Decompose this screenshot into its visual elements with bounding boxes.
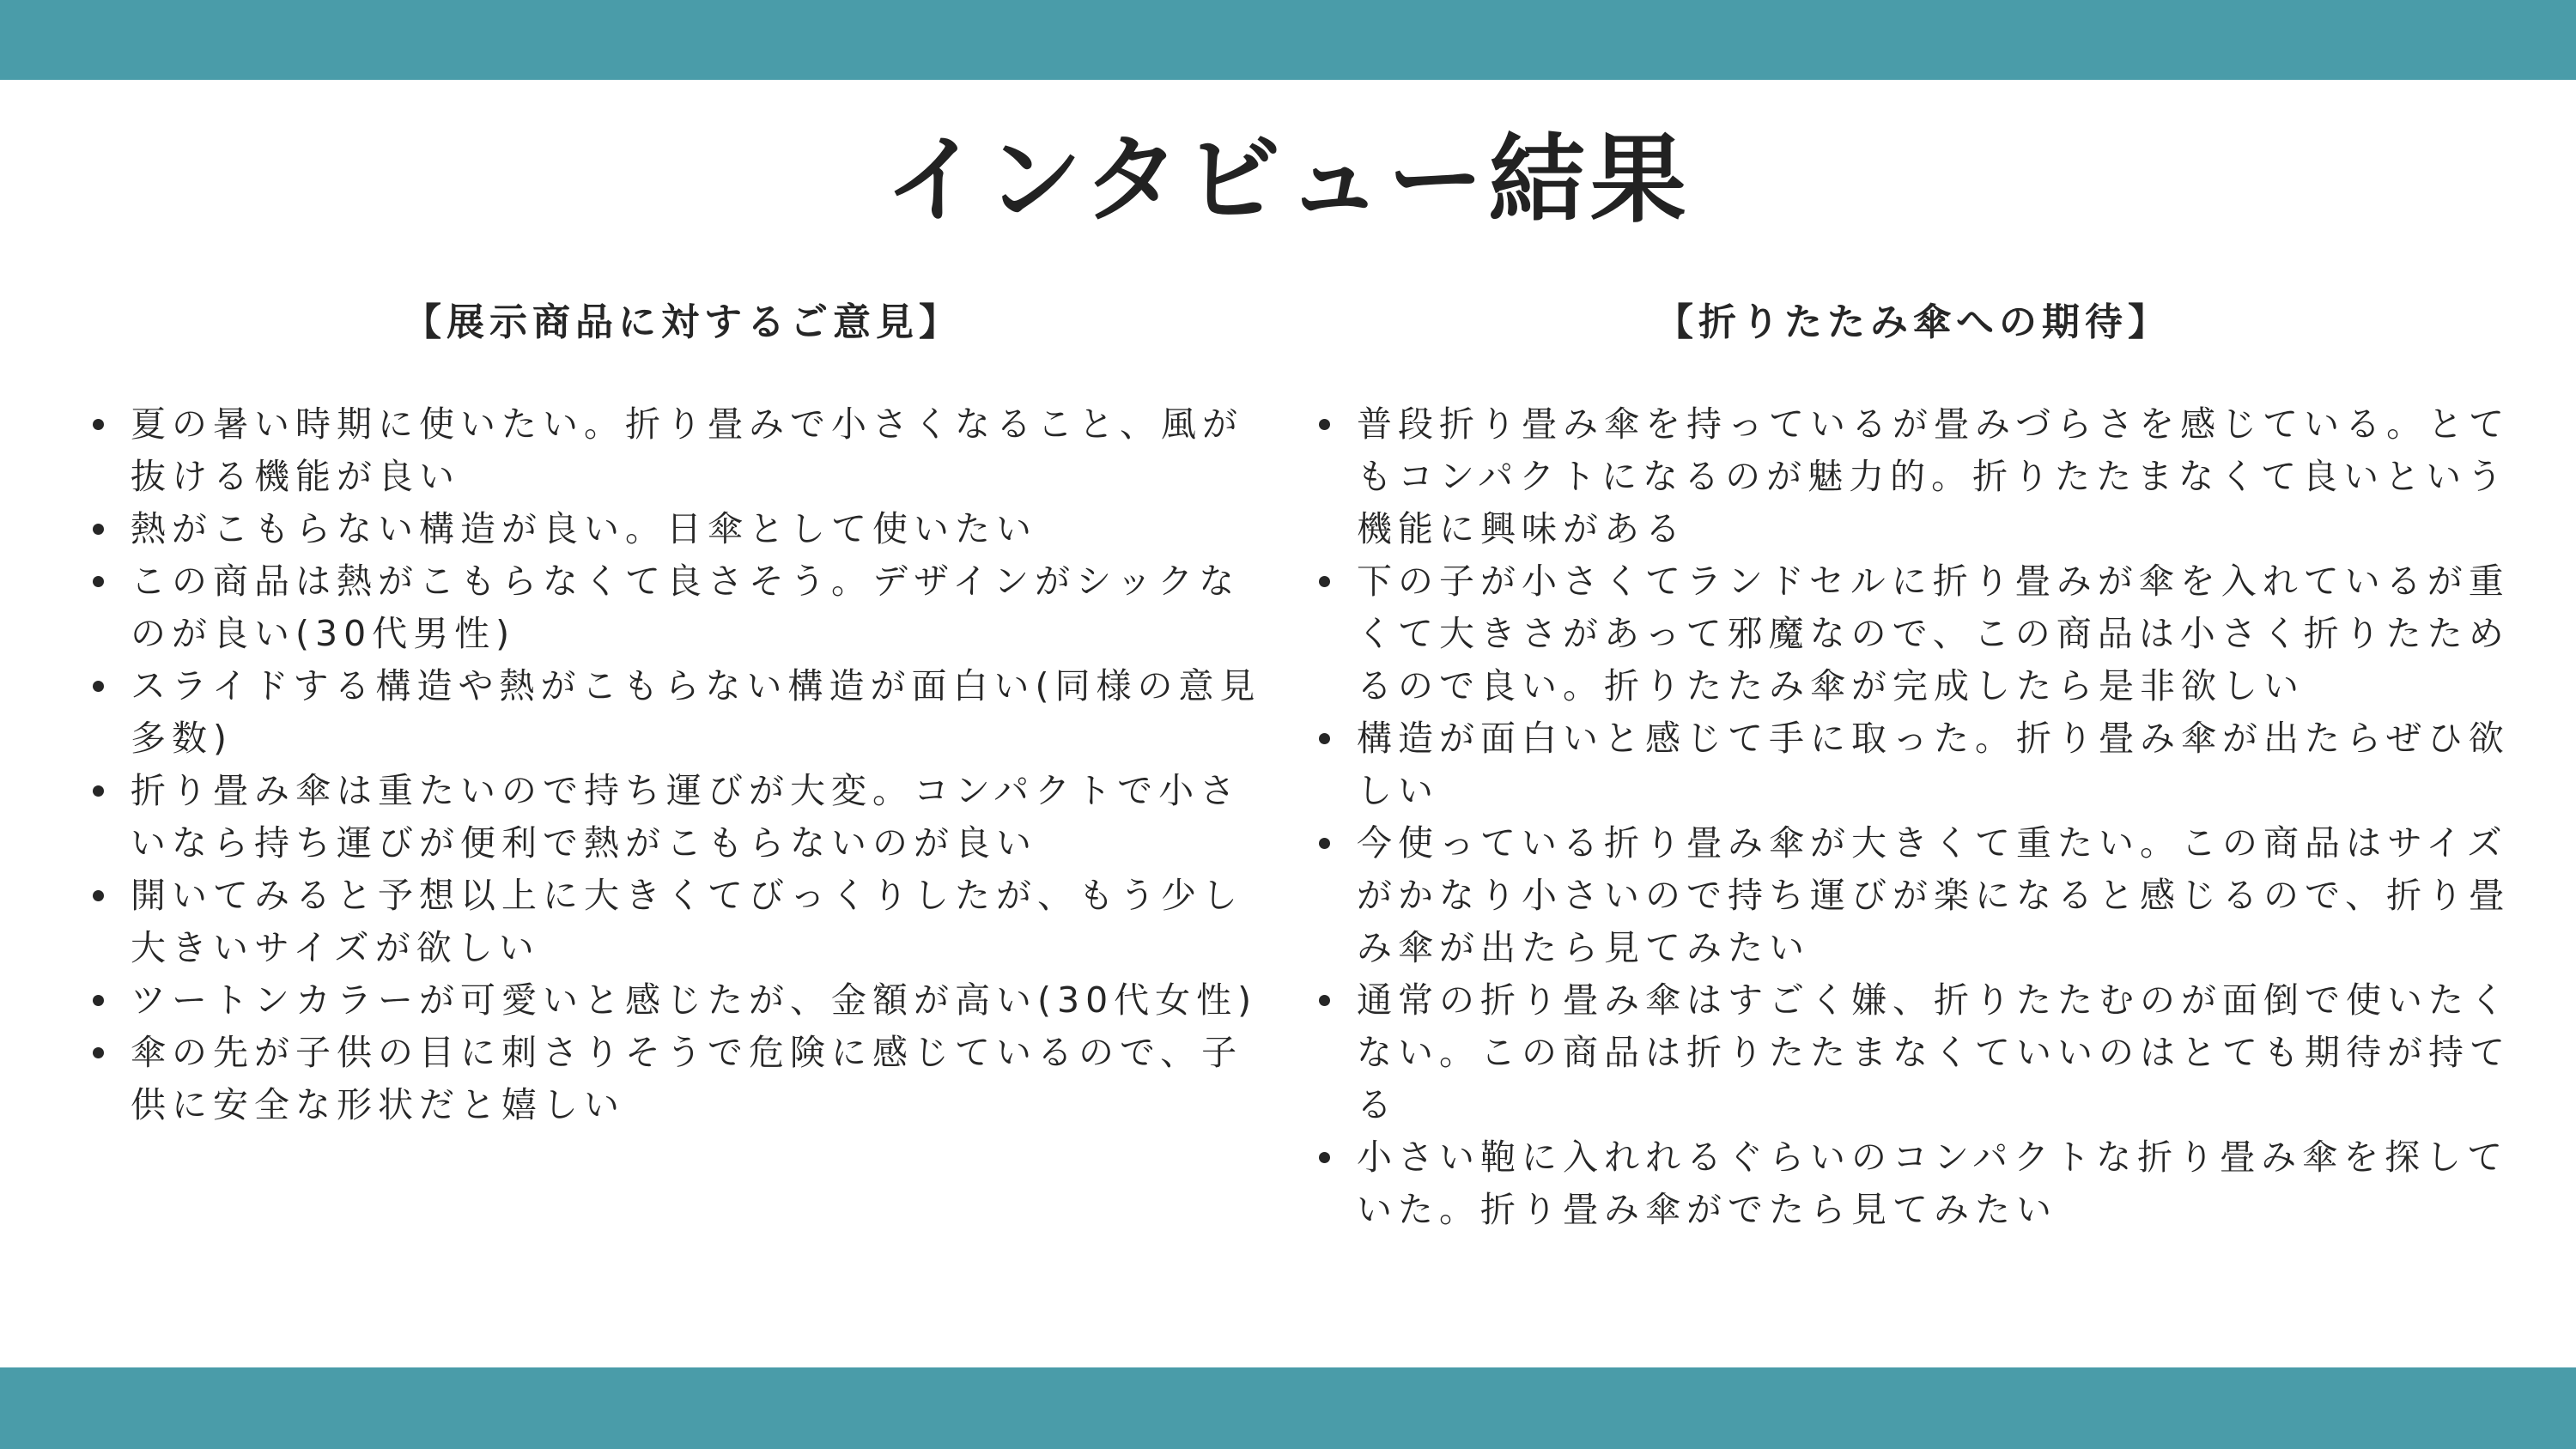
list-item: [1312, 398, 2514, 555]
bullet-icon: [1319, 995, 1330, 1006]
list-item: [1312, 712, 2514, 817]
list-item-text: 夏の暑い時期に使いたい。折り畳みで小さくなること、風が抜ける機能が良い: [131, 403, 1243, 497]
bullet-icon: [93, 419, 104, 430]
list-item-text: 小さい鞄に入れれるぐらいのコンパクトな折り畳み傘を探していた。折り畳み傘がでたら見てみたい: [1357, 1137, 2509, 1230]
list-item: [1312, 974, 2514, 1131]
expectations-column: [1312, 292, 2514, 1236]
bullet-icon: [93, 785, 104, 797]
list-item: [86, 503, 1279, 555]
list-item: [86, 555, 1279, 660]
bullet-icon: [1319, 419, 1330, 430]
expectations-heading: 【折りたたみ傘への期待】: [1656, 300, 2171, 344]
bullet-icon: [1319, 838, 1330, 849]
list-item: [86, 660, 1279, 765]
list-item-text: 構造が面白いと感じて手に取った。折り畳み傘が出たらぜひ欲しい: [1357, 718, 2510, 811]
list-item-text: 普段折り畳み傘を持っているが畳みづらさを感じている。とてもコンパクトになるのが魅力的。折りたたまなくて良いという機能に興味がある: [1357, 403, 2511, 549]
bullet-icon: [93, 681, 104, 692]
list-item-text: 傘の先が子供の目に刺さりそうで危険に感じているので、子供に安全な形状だと嬉しい: [131, 1032, 1243, 1125]
top-accent-band: [0, 0, 2576, 80]
bullet-icon: [1319, 576, 1330, 587]
slide-title: インタビュー結果: [884, 124, 1692, 236]
list-item: [86, 870, 1279, 974]
bullet-icon: [93, 995, 104, 1006]
list-item: [1312, 817, 2514, 974]
bottom-accent-band: [0, 1367, 2576, 1449]
list-item: [86, 1027, 1279, 1131]
list-item-text: 今使っている折り畳み傘が大きくて重たい。この商品はサイズがかなり小さいので持ち運びが楽になると感じるので、折り畳み傘が出たら見てみたい: [1357, 822, 2511, 968]
list-item: [1312, 1131, 2514, 1236]
list-item-text: スライドする構造や熱がこもらない構造が面白い(同様の意見多数): [131, 665, 1261, 759]
list-item-text: 熱がこもらない構造が良い。日傘として使いたい: [131, 508, 1037, 549]
list-item-text: 開いてみると予想以上に大きくてびっくりしたが、もう少し大きいサイズが欲しい: [131, 875, 1243, 968]
bullet-icon: [93, 524, 104, 535]
list-item: [86, 398, 1279, 503]
bullet-icon: [93, 890, 104, 901]
expectations-list: [1312, 398, 2514, 1236]
opinions-column: [86, 292, 1279, 1131]
list-item: [86, 974, 1279, 1027]
bullet-icon: [1319, 733, 1330, 744]
list-item: [86, 765, 1279, 870]
bullet-icon: [1319, 1152, 1330, 1163]
list-item-text: 折り畳み傘は重たいので持ち運びが大変。コンパクトで小さいなら持ち運びが便利で熱がこもらないのが良い: [131, 770, 1242, 864]
opinions-list: [86, 398, 1279, 1131]
list-item: [1312, 555, 2514, 712]
opinions-heading: 【展示商品に対するご意見】: [404, 300, 962, 344]
list-item-text: 下の子が小さくてランドセルに折り畳みが傘を入れているが重くて大きさがあって邪魔なので、この商品は小さく折りたためるので良い。折りたたみ傘が完成したら是非欲しい: [1357, 561, 2510, 706]
list-item-text: この商品は熱がこもらなくて良さそう。デザインがシックなのが良い(30代男性): [131, 561, 1241, 654]
list-item-text: 通常の折り畳み傘はすごく嫌、折りたたむのが面倒で使いたくない。この商品は折りたたまなくていいのはとても期待が持てる: [1357, 979, 2511, 1125]
bullet-icon: [93, 1047, 104, 1058]
bullet-icon: [93, 576, 104, 587]
list-item-text: ツートンカラーが可愛いと感じたが、金額が高い(30代女性): [131, 979, 1258, 1021]
